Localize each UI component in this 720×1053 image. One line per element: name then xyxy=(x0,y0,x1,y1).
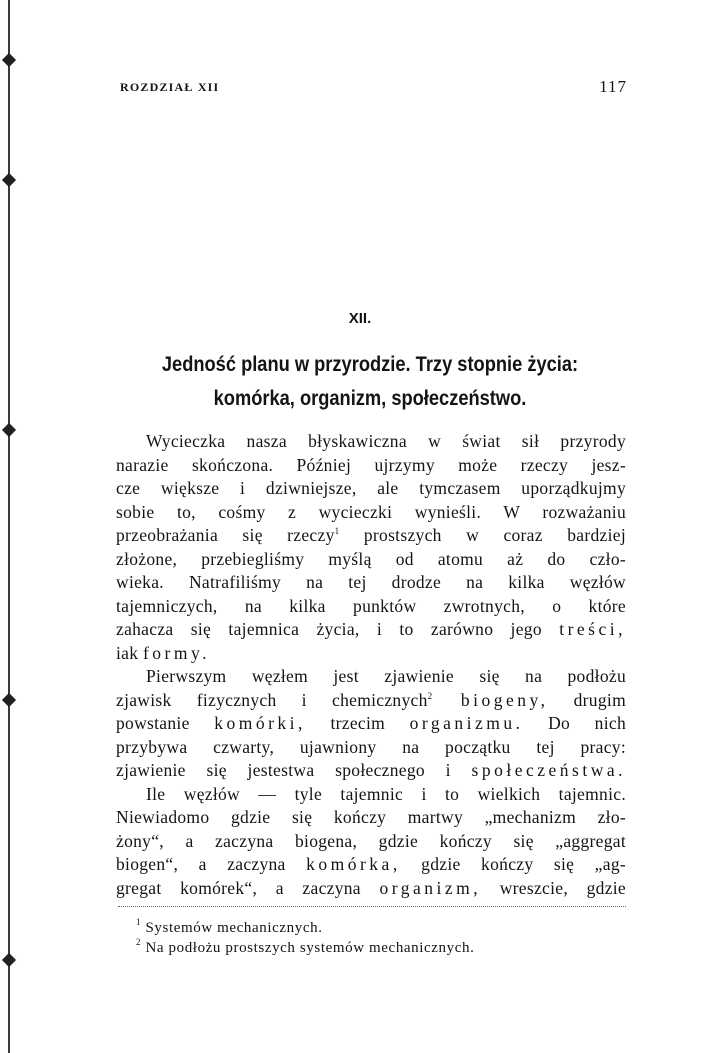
spaced-emphasis: organizmu. xyxy=(409,713,524,733)
text-run: gdzie kończy się „ag- xyxy=(400,854,626,874)
binding-mark xyxy=(2,53,16,67)
page-binding-edge xyxy=(8,0,10,1053)
text-line xyxy=(116,877,626,901)
text-line: żony“, a zaczyna biogena, gdzie kończy się „aggregat xyxy=(116,830,626,851)
binding-mark xyxy=(2,173,16,187)
text-line: Wycieczka nasza błyskawiczna w świat sił przyrody xyxy=(146,431,626,451)
chapter-title-line: Jedność planu w przyrodzie. Trzy stopnie życia: xyxy=(161,353,579,376)
text-line: wieka. Natrafiliśmy na tej drodze na kilka węzłów xyxy=(116,572,626,592)
text-line xyxy=(116,689,626,713)
text-run: Do nich xyxy=(523,713,627,733)
spaced-emphasis: treści, xyxy=(559,619,626,639)
text-run: przeobrażania się rzeczy xyxy=(116,525,335,545)
text-run: trzecim xyxy=(305,713,410,733)
text-line xyxy=(116,712,626,736)
footnote xyxy=(136,938,616,958)
spaced-emphasis: biogeny, xyxy=(432,689,549,710)
body-text xyxy=(116,430,626,900)
binding-mark xyxy=(2,693,16,707)
footnote-ref: 2 xyxy=(427,690,433,701)
text-line: złożone, przebiegliśmy myślą od atomu aż do czło- xyxy=(116,548,626,569)
chapter-title xyxy=(135,348,605,416)
footnote-text: Na podłożu prostszych systemów mechanicznych. xyxy=(145,940,475,956)
running-head: ROZDZIAŁ XII xyxy=(120,80,220,94)
text-line xyxy=(116,618,626,642)
text-run: drugim xyxy=(548,689,626,710)
text-run: zjawisk fizycznych i chemicznych xyxy=(116,689,428,710)
spaced-emphasis: organizm, xyxy=(379,877,482,898)
page-header xyxy=(120,77,627,100)
spaced-emphasis: formy. xyxy=(142,642,210,663)
footnote-ref: 1 xyxy=(334,526,340,536)
spaced-emphasis: społeczeństwa. xyxy=(471,760,626,780)
text-line xyxy=(116,524,626,548)
footnote-divider xyxy=(118,906,626,907)
text-run: zahacza się tajemnica życia, i to zarówno jego xyxy=(116,619,560,639)
chapter-title-line: komórka, organizm, społeczeństwo. xyxy=(213,387,527,410)
text-line: narazie skończona. Później ujrzymy może rzeczy jesz- xyxy=(116,454,626,475)
footnote-text: Systemów mechanicznych. xyxy=(145,920,323,936)
page-number: 117 xyxy=(599,77,627,96)
spaced-emphasis: komórka, xyxy=(306,854,401,874)
text-run: zjawienie się jestestwa społecznego i xyxy=(116,760,472,780)
chapter-number: XII. xyxy=(348,310,372,327)
text-line xyxy=(116,759,626,783)
text-run: biogen“, a zaczyna xyxy=(116,854,307,874)
text-line: Pierwszym węzłem jest zjawienie się na podłożu xyxy=(146,666,626,686)
text-line: sobie to, cośmy z wycieczki wynieśli. W rozważaniu xyxy=(116,501,626,522)
footnote-mark: 1 xyxy=(136,917,142,927)
text-run: wreszcie, gdzie xyxy=(481,877,626,898)
footnotes xyxy=(136,918,616,958)
text-run: iak xyxy=(116,642,143,663)
binding-mark xyxy=(2,953,16,967)
text-line xyxy=(116,853,626,877)
text-line: tajemniczych, na kilka punktów zwrotnych, o które xyxy=(116,595,626,616)
text-line xyxy=(116,642,626,666)
footnote xyxy=(136,918,616,938)
text-run: gregat komórek“, a zaczyna xyxy=(116,877,380,898)
text-run: powstanie xyxy=(116,713,215,733)
text-line: Ile węzłów — tyle tajemnic i to wielkich tajemnic. xyxy=(146,783,626,804)
text-line: przybywa czwarty, ujawniony na początku tej pracy: xyxy=(116,736,626,757)
spaced-emphasis: komórki, xyxy=(214,713,306,733)
text-line: cze większe i dziwniejsze, ale tymczasem uporządkujmy xyxy=(116,478,626,498)
binding-mark xyxy=(2,423,16,437)
footnote-mark: 2 xyxy=(136,937,142,947)
text-line: Niewiadomo gdzie się kończy martwy „mechanizm zło- xyxy=(116,807,626,827)
text-run: prostszych w coraz bardziej xyxy=(339,525,626,545)
